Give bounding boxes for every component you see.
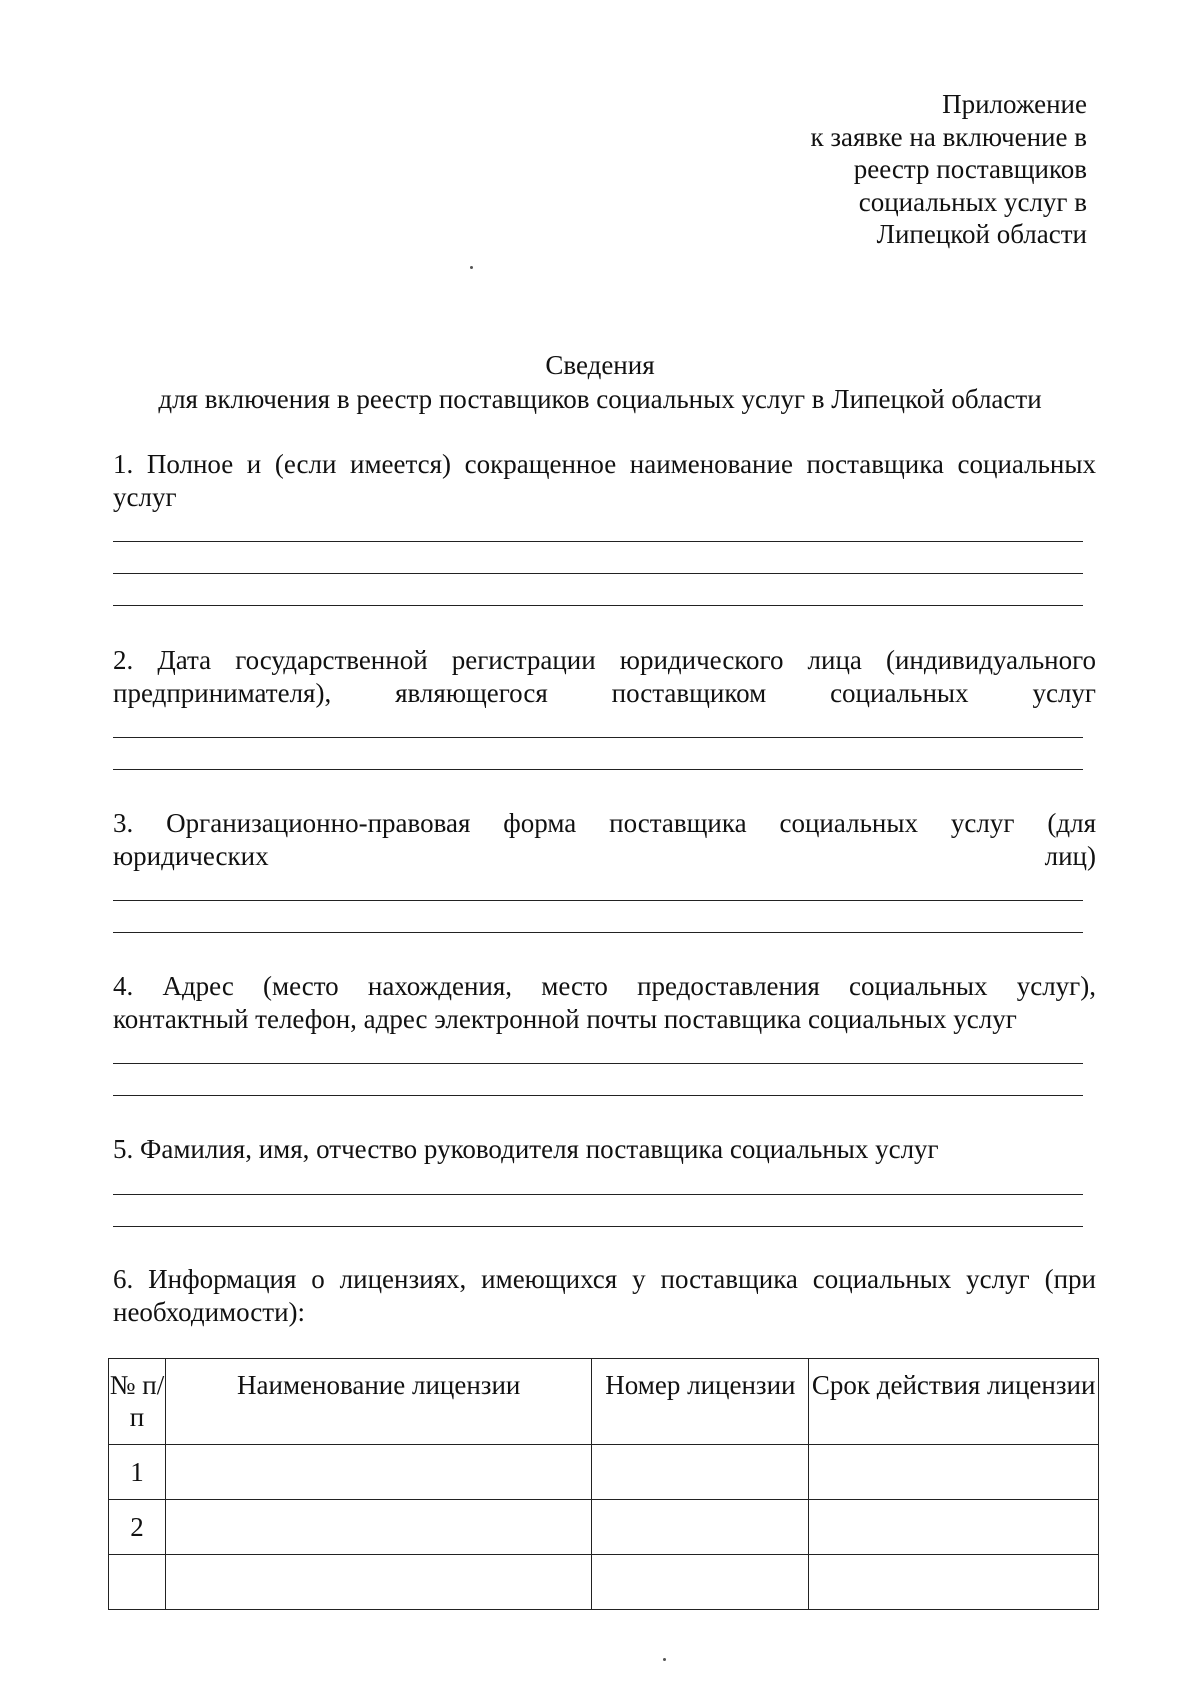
- row-num: 1: [109, 1445, 166, 1500]
- license-table: [108, 1358, 1099, 1610]
- table-row: [109, 1555, 1099, 1610]
- section-4-line-1: 4. Адрес (место нахождения, место предоставления социальных услуг),: [113, 971, 1096, 1001]
- cell-license-validity[interactable]: [809, 1555, 1099, 1610]
- document-title: Сведения: [545, 350, 655, 380]
- section-1-line-2: услуг: [113, 481, 177, 512]
- annex-line: реестр поставщиков: [853, 154, 1087, 184]
- section-5: [113, 1133, 1096, 1166]
- annex-line: Приложение: [942, 89, 1087, 119]
- header-license-number: Номер лицензии: [592, 1359, 809, 1445]
- row-num: [109, 1555, 166, 1610]
- cell-license-validity[interactable]: [809, 1445, 1099, 1500]
- answer-line[interactable]: [113, 1095, 1083, 1096]
- cell-license-name[interactable]: [165, 1555, 592, 1610]
- cell-license-name[interactable]: [165, 1500, 592, 1555]
- answer-line[interactable]: [113, 769, 1083, 770]
- answer-line[interactable]: [113, 1194, 1083, 1195]
- section-2-line-1: 2. Дата государственной регистрации юридического лица (индивидуального: [113, 645, 1096, 675]
- document-subtitle: для включения в реестр поставщиков социальных услуг в Липецкой области: [158, 384, 1042, 414]
- scan-speck: [663, 1658, 666, 1661]
- section-3-line-1: 3. Организационно-правовая форма поставщика социальных услуг (для: [113, 808, 1096, 838]
- header-license-validity: Срок действия лицензии: [809, 1359, 1099, 1445]
- section-2: [113, 644, 1096, 709]
- row-num: 2: [109, 1500, 166, 1555]
- table-row: [109, 1445, 1099, 1500]
- header-license-name: Наименование лицензии: [165, 1359, 592, 1445]
- section-1-line-1: 1. Полное и (если имеется) сокращенное наименование поставщика социальных: [113, 449, 1096, 479]
- table-row: [109, 1500, 1099, 1555]
- section-3: [113, 807, 1096, 872]
- section-2-line-2: предпринимателя), являющегося поставщиком социальных услуг: [113, 677, 1096, 708]
- scan-speck: [470, 266, 473, 269]
- cell-license-name[interactable]: [165, 1445, 592, 1500]
- answer-line[interactable]: [113, 573, 1083, 574]
- answer-line[interactable]: [113, 541, 1083, 542]
- answer-line[interactable]: [113, 1063, 1083, 1064]
- header-num: № п/п: [109, 1359, 166, 1445]
- answer-line[interactable]: [113, 932, 1083, 933]
- table-header-row: [109, 1359, 1099, 1445]
- cell-license-number[interactable]: [592, 1500, 809, 1555]
- cell-license-validity[interactable]: [809, 1500, 1099, 1555]
- annex-line: Липецкой области: [876, 219, 1087, 249]
- answer-line[interactable]: [113, 605, 1083, 606]
- section-6: [113, 1263, 1096, 1328]
- annex-line: социальных услуг в: [858, 186, 1087, 217]
- section-6-line-1: 6. Информация о лицензиях, имеющихся у поставщика социальных услуг (при: [113, 1264, 1096, 1294]
- section-6-line-2: необходимости):: [113, 1296, 306, 1327]
- annex-line: к заявке на включение в: [810, 121, 1087, 152]
- section-4-line-2: контактный телефон, адрес электронной почты поставщика социальных услуг: [113, 1003, 1017, 1034]
- cell-license-number[interactable]: [592, 1445, 809, 1500]
- cell-license-number[interactable]: [592, 1555, 809, 1610]
- answer-line[interactable]: [113, 1226, 1083, 1227]
- annex-block: [811, 88, 1087, 251]
- answer-line[interactable]: [113, 737, 1083, 738]
- section-1: [113, 448, 1096, 513]
- section-5-line-1: 5. Фамилия, имя, отчество руководителя поставщика социальных услуг: [113, 1134, 939, 1164]
- section-4: [113, 970, 1096, 1035]
- section-3-line-2: юридических лиц): [113, 840, 1096, 871]
- answer-line[interactable]: [113, 900, 1083, 901]
